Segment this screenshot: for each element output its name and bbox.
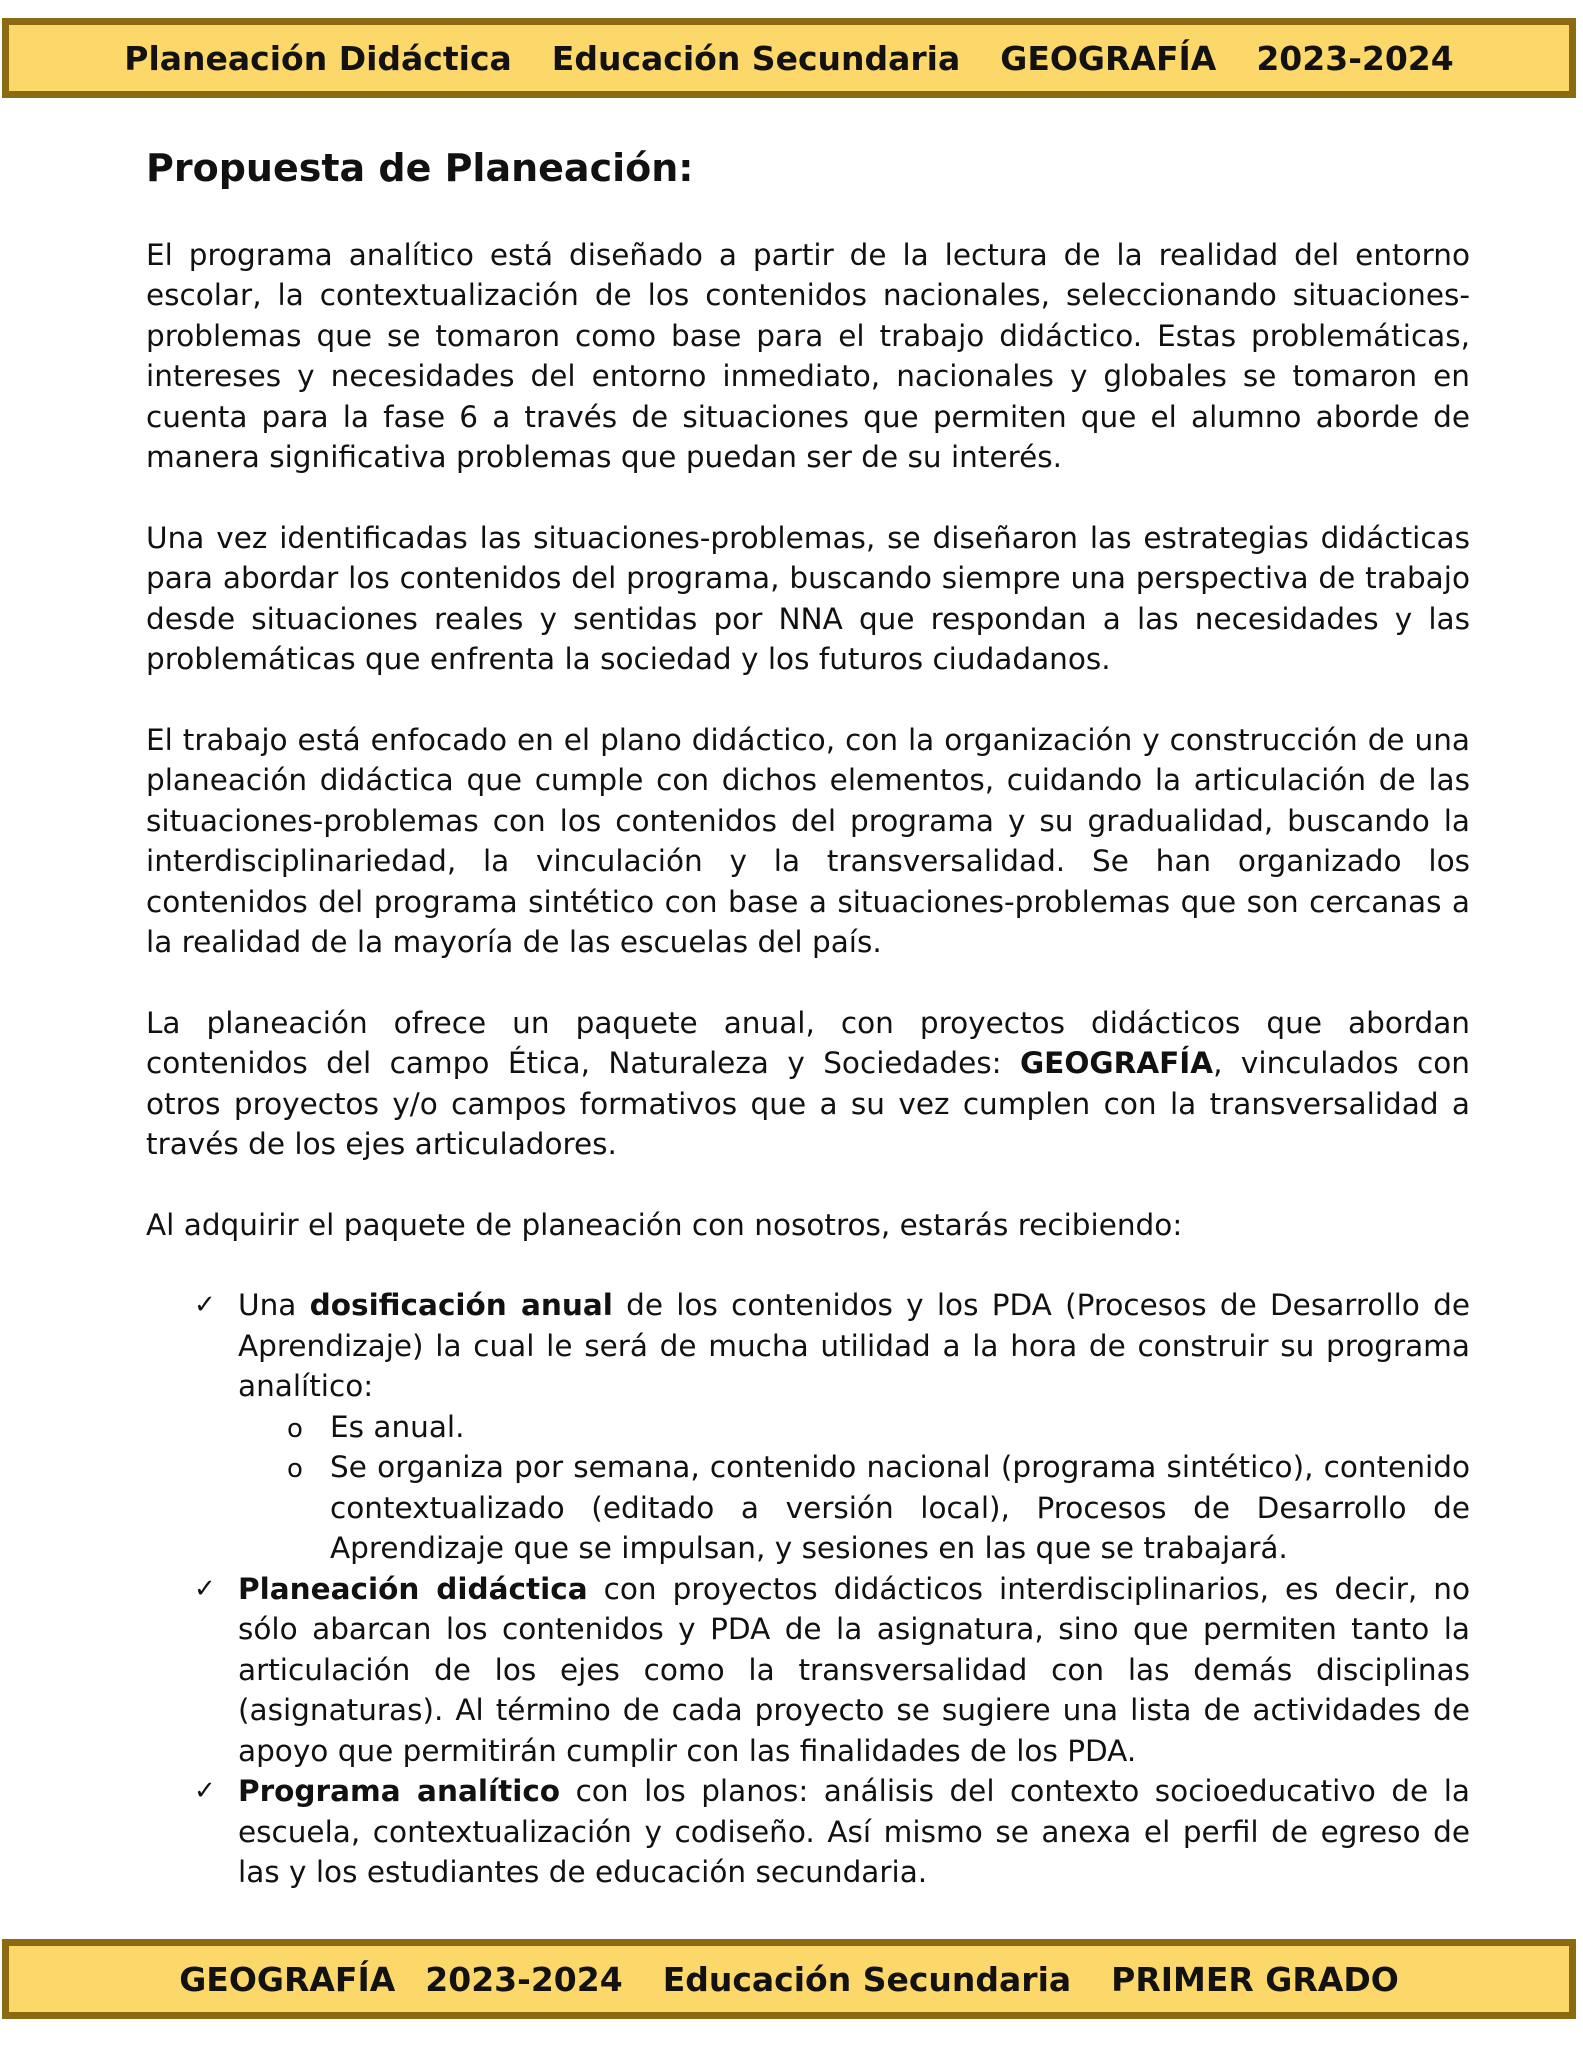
paragraph-2: Una vez identificadas las situaciones-problemas, se diseñaron las estrategias didácticas para abordar los contenidos del programa, buscando siempre una perspectiva de trabajo desde situaciones reales y sentidas por NNA que respondan a las necesidades y las problemáticas que enfrenta la sociedad y los futuros ciudadanos. <box>146 520 1470 676</box>
paragraph-1: El programa analítico está diseñado a partir de la lectura de la realidad del entorno escolar, la contextualización de los contenidos nacionales, seleccionando situaciones-problemas que se tomaron como base para el trabajo didáctico. Estas problemáticas, intereses y necesidades del entorno inmediato, nacionales y globales se tomaron en cuenta para la fase 6 a través de situaciones que permiten que el alumno aborde de manera significativa problemas que puedan ser de su interés. <box>146 237 1470 474</box>
checkmark-icon: ✓ <box>194 1573 216 1604</box>
list-item-1-bold: dosificación anual <box>309 1288 613 1322</box>
circle-bullet-icon: o <box>287 1454 303 1484</box>
list-item-dosificacion <box>146 1285 1470 1569</box>
list-item-3-after: con los planos: análisis del contexto socioeducativo de la escuela, contextualización y codiseño. Así mismo se anexa el perfil de egreso de las y los estudiantes de educación secundaria. <box>238 1774 1470 1889</box>
list-item-2-bold: Planeación didáctica <box>238 1571 588 1606</box>
footer-level-label: Educación Secundaria <box>662 1959 1072 1999</box>
list-item-3-bold: Programa analítico <box>238 1774 561 1808</box>
list-item-planeacion <box>146 1569 1470 1772</box>
sublist-item-1 <box>237 1407 1470 1448</box>
footer-grade-label: PRIMER GRADO <box>1111 1959 1399 1999</box>
footer-subject-label: GEOGRAFÍA <box>179 1959 396 1999</box>
paragraph-3: El trabajo está enfocado en el plano didáctico, con la organización y construcción de una planeación didáctica que cumple con dichos elementos, cuidando la articulación de las situaciones-problemas con los contenidos del programa y su gradualidad, buscando la interdisciplinariedad, la vinculación y la transversalidad. Se han organizado los contenidos del programa sintético con base a situaciones-problemas que son cercanas a la realidad de la mayoría de las escuelas del país. <box>146 722 1470 959</box>
paragraph-4-text-after: , vinculados con otros proyectos y/o campos formativos que a su vez cumplen con la transversalidad a través de los ejes articuladores. <box>146 1046 1470 1161</box>
dosificacion-sublist <box>238 1407 1470 1569</box>
paragraph-4 <box>146 1003 1470 1165</box>
list-item-programa <box>146 1771 1470 1893</box>
checkmark-icon: ✓ <box>194 1776 216 1806</box>
header-level-label: Educación Secundaria <box>551 38 961 78</box>
header-year-label: 2023-2024 <box>1256 38 1454 78</box>
header-plan-label: Planeación Didáctica <box>124 38 512 78</box>
page-title: Propuesta de Planeación: <box>146 146 694 190</box>
paragraph-4-bold-subject: GEOGRAFÍA <box>1019 1046 1214 1080</box>
checkmark-icon: ✓ <box>194 1290 216 1320</box>
sublist-item-2-text: Se organiza por semana, contenido nacional (programa sintético), contenido contextualizado (editado a versión local), Procesos de Desarrollo de Aprendizaje que se impulsan, y sesiones en las que se trabajará. <box>330 1450 1470 1565</box>
paragraph-4-text-before: La planeación ofrece un paquete anual, con proyectos didácticos que abordan contenidos del campo Ética, Naturaleza y Sociedades: <box>146 1005 1470 1080</box>
circle-bullet-icon: o <box>287 1413 303 1444</box>
footer-year-label: 2023-2024 <box>425 1959 623 1999</box>
paragraph-5: Al adquirir el paquete de planeación con nosotros, estarás recibiendo: <box>146 1207 1183 1242</box>
footer-banner <box>2 1939 1576 2019</box>
document-body <box>146 145 1470 1893</box>
list-item-1-after: de los contenidos y los PDA (Procesos de Desarrollo de Aprendizaje) la cual le será de mucha utilidad a la hora de construir su programa analítico: <box>238 1288 1470 1403</box>
list-item-2-after: con proyectos didácticos interdisciplinarios, es decir, no sólo abarcan los contenidos y PDA de la asignatura, sino que permiten tanto la articulación de los ejes como la transversalidad con las demás disciplinas (asignaturas). Al término de cada proyecto se sugiere una lista de actividades de apoyo que permitirán cumplir con las finalidades de los PDA. <box>238 1571 1470 1768</box>
list-item-1-before: Una <box>238 1288 310 1322</box>
header-subject-label: GEOGRAFÍA <box>1000 38 1217 78</box>
header-banner <box>2 18 1576 98</box>
deliverables-list <box>146 1285 1470 1893</box>
sublist-item-1-text: Es anual. <box>330 1409 465 1444</box>
sublist-item-2 <box>237 1447 1470 1569</box>
